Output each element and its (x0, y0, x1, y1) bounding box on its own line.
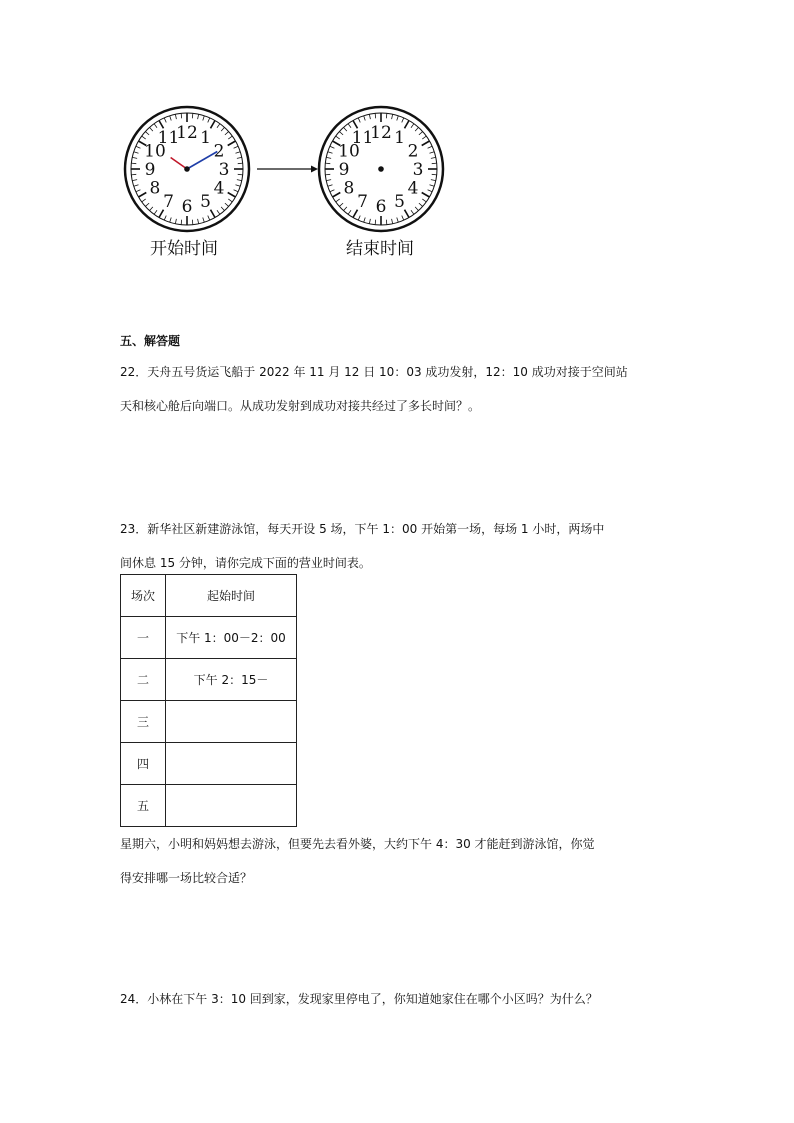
schedule-table (120, 574, 297, 827)
clock-numeral: 1 (200, 127, 211, 148)
tick-mark (431, 157, 436, 158)
tick-mark (203, 218, 205, 223)
tick-mark (392, 114, 393, 119)
tick-mark (181, 220, 182, 225)
tick-mark (402, 118, 404, 123)
tick-mark (142, 136, 146, 139)
tick-mark (375, 220, 376, 225)
tick-mark (208, 216, 210, 221)
tick-mark (234, 190, 239, 192)
clock-numeral: 6 (181, 197, 193, 217)
tick-mark (208, 118, 210, 123)
tick-mark (236, 185, 241, 187)
tick-mark (170, 218, 172, 223)
clock-numeral: 8 (343, 178, 355, 199)
tick-mark (336, 136, 340, 139)
tick-mark (405, 210, 410, 218)
tick-mark (422, 136, 426, 139)
tick-mark (132, 180, 137, 181)
tick-mark (134, 185, 139, 187)
session-cell: 一 (121, 617, 166, 659)
clock-numeral: 4 (407, 178, 419, 199)
clock-numeral: 3 (412, 160, 424, 180)
clock-numeral: 2 (407, 141, 419, 162)
tick-mark (328, 152, 333, 154)
tick-mark (386, 113, 387, 118)
tick-mark (192, 220, 193, 225)
tick-mark (228, 199, 232, 202)
tick-mark (154, 124, 157, 128)
question-24 (120, 982, 598, 1016)
end-clock-caption: 结束时间 (346, 239, 414, 259)
time-cell: 下午 2：15－ (166, 659, 297, 701)
session-cell: 三 (121, 701, 166, 743)
tick-mark (336, 199, 340, 202)
tick-mark (325, 163, 330, 164)
tick-mark (348, 124, 351, 128)
time-cell[interactable] (166, 785, 297, 827)
tick-mark (333, 193, 341, 198)
tick-mark (431, 180, 436, 181)
tick-mark (181, 113, 182, 118)
clock-numeral: 8 (149, 178, 161, 199)
tick-mark (234, 146, 239, 148)
clock-numeral: 12 (370, 123, 392, 143)
tick-mark (428, 190, 433, 192)
tick-mark (326, 180, 331, 181)
tick-mark (198, 219, 199, 224)
tick-mark (150, 207, 153, 211)
arrow-icon (257, 166, 318, 173)
table-row (121, 701, 297, 743)
time-cell[interactable] (166, 701, 297, 743)
tick-mark (211, 121, 216, 129)
tick-mark (154, 210, 157, 214)
tick-mark (175, 219, 176, 224)
tick-mark (325, 174, 330, 175)
followup-line-1: 星期六，小明和妈妈想去游泳，但要先去看外婆，大约下午 4：30 才能赶到游泳馆，你觉 (120, 837, 595, 851)
table-row (121, 785, 297, 827)
tick-mark (358, 216, 360, 221)
tick-mark (411, 124, 414, 128)
start-clock (125, 107, 249, 231)
table-row (121, 617, 297, 659)
tick-mark (339, 203, 343, 206)
question-22 (120, 355, 628, 423)
session-cell: 二 (121, 659, 166, 701)
tick-mark (326, 157, 331, 158)
tick-mark (164, 118, 166, 123)
clock-numeral: 2 (213, 141, 225, 162)
clock-numeral: 6 (375, 197, 387, 217)
tick-mark (344, 207, 347, 211)
tick-mark (131, 174, 136, 175)
tick-mark (221, 127, 224, 131)
question-23 (120, 512, 604, 580)
time-cell: 下午 1：00－2：00 (166, 617, 297, 659)
tick-mark (198, 114, 199, 119)
tick-mark (150, 127, 153, 131)
tick-mark (339, 132, 343, 135)
tick-mark (330, 190, 335, 192)
tick-mark (432, 174, 437, 175)
clock-numeral: 9 (144, 160, 156, 180)
tick-mark (134, 152, 139, 154)
question-22-line-2: 天和核心舱后向端口。从成功发射到成功对接共经过了多长时间？。 (120, 399, 481, 413)
clock-numeral: 7 (357, 192, 368, 213)
clock-numeral: 7 (163, 192, 174, 213)
tick-mark (375, 113, 376, 118)
start-clock-caption: 开始时间 (150, 239, 218, 259)
tick-mark (225, 132, 229, 135)
tick-mark (328, 185, 333, 187)
table-header-cell: 场次 (121, 575, 166, 617)
question-24-line-1: 24．小林在下午 3：10 回到家，发现家里停电了，你知道她家住在哪个小区吗？为什么？ (120, 992, 598, 1006)
tick-mark (430, 152, 435, 154)
tick-mark (369, 114, 370, 119)
tick-mark (392, 219, 393, 224)
tick-mark (217, 210, 220, 214)
tick-mark (432, 163, 437, 164)
tick-mark (175, 114, 176, 119)
tick-mark (405, 121, 410, 129)
question-22-line-1: 22．天舟五号货运飞船于 2022 年 11 月 12 日 10：03 成功发射，12：10 成功对接于空间站 (120, 365, 628, 379)
tick-mark (136, 190, 141, 192)
clock-numeral: 3 (218, 160, 230, 180)
tick-mark (397, 116, 399, 121)
question-23-line-1: 23．新华社区新建游泳馆，每天开设 5 场，下午 1：00 开始第一场，每场 1 小时，两场中 (120, 522, 605, 536)
tick-mark (419, 203, 423, 206)
clock-numeral: 11 (157, 127, 180, 148)
tick-mark (422, 199, 426, 202)
tick-mark (203, 116, 205, 121)
tick-mark (411, 210, 414, 214)
clock-figure (0, 0, 794, 270)
tick-mark (364, 116, 366, 121)
clock-numeral: 12 (176, 123, 198, 143)
tick-mark (131, 163, 136, 164)
time-cell[interactable] (166, 743, 297, 785)
tick-mark (419, 132, 423, 135)
tick-mark (237, 157, 242, 158)
tick-mark (139, 193, 147, 198)
tick-mark (192, 113, 193, 118)
clock-numeral: 10 (144, 141, 166, 162)
tick-mark (422, 193, 430, 198)
tick-mark (238, 163, 243, 164)
tick-mark (228, 193, 236, 198)
tick-mark (136, 146, 141, 148)
tick-mark (330, 146, 335, 148)
tick-mark (217, 124, 220, 128)
session-cell: 五 (121, 785, 166, 827)
tick-mark (228, 141, 236, 146)
tick-mark (170, 116, 172, 121)
tick-mark (142, 199, 146, 202)
tick-mark (228, 136, 232, 139)
tick-mark (238, 174, 243, 175)
question-23-followup (120, 827, 595, 895)
tick-mark (344, 127, 347, 131)
tick-mark (430, 185, 435, 187)
tick-mark (402, 216, 404, 221)
tick-mark (145, 203, 149, 206)
tick-mark (225, 203, 229, 206)
clock-numeral: 9 (338, 160, 350, 180)
tick-mark (237, 180, 242, 181)
tick-mark (364, 218, 366, 223)
clock-numeral: 10 (338, 141, 360, 162)
clock-numeral: 5 (394, 192, 405, 213)
tick-mark (369, 219, 370, 224)
clock-center-dot (184, 166, 190, 172)
session-cell: 四 (121, 743, 166, 785)
table-row (121, 743, 297, 785)
tick-mark (422, 141, 430, 146)
tick-mark (397, 218, 399, 223)
table-row (121, 659, 297, 701)
table-header-row (121, 575, 297, 617)
hour-hand (171, 158, 187, 169)
clock-numeral: 4 (213, 178, 225, 199)
tick-mark (358, 118, 360, 123)
tick-mark (415, 127, 418, 131)
tick-mark (236, 152, 241, 154)
tick-mark (428, 146, 433, 148)
followup-line-2: 得安排哪一场比较合适？ (120, 871, 253, 885)
tick-mark (221, 207, 224, 211)
end-clock (319, 107, 443, 231)
tick-mark (132, 157, 137, 158)
tick-mark (211, 210, 216, 218)
tick-mark (348, 210, 351, 214)
tick-mark (164, 216, 166, 221)
table-header-cell: 起始时间 (166, 575, 297, 617)
tick-mark (145, 132, 149, 135)
clock-numeral: 1 (394, 127, 405, 148)
clock-numeral: 5 (200, 192, 211, 213)
question-23-line-2: 间休息 15 分钟，请你完成下面的营业时间表。 (120, 556, 371, 570)
clock-numeral: 11 (351, 127, 374, 148)
section-title: 五、解答题 (120, 334, 181, 348)
clock-center-dot (378, 166, 384, 172)
tick-mark (415, 207, 418, 211)
tick-mark (386, 220, 387, 225)
